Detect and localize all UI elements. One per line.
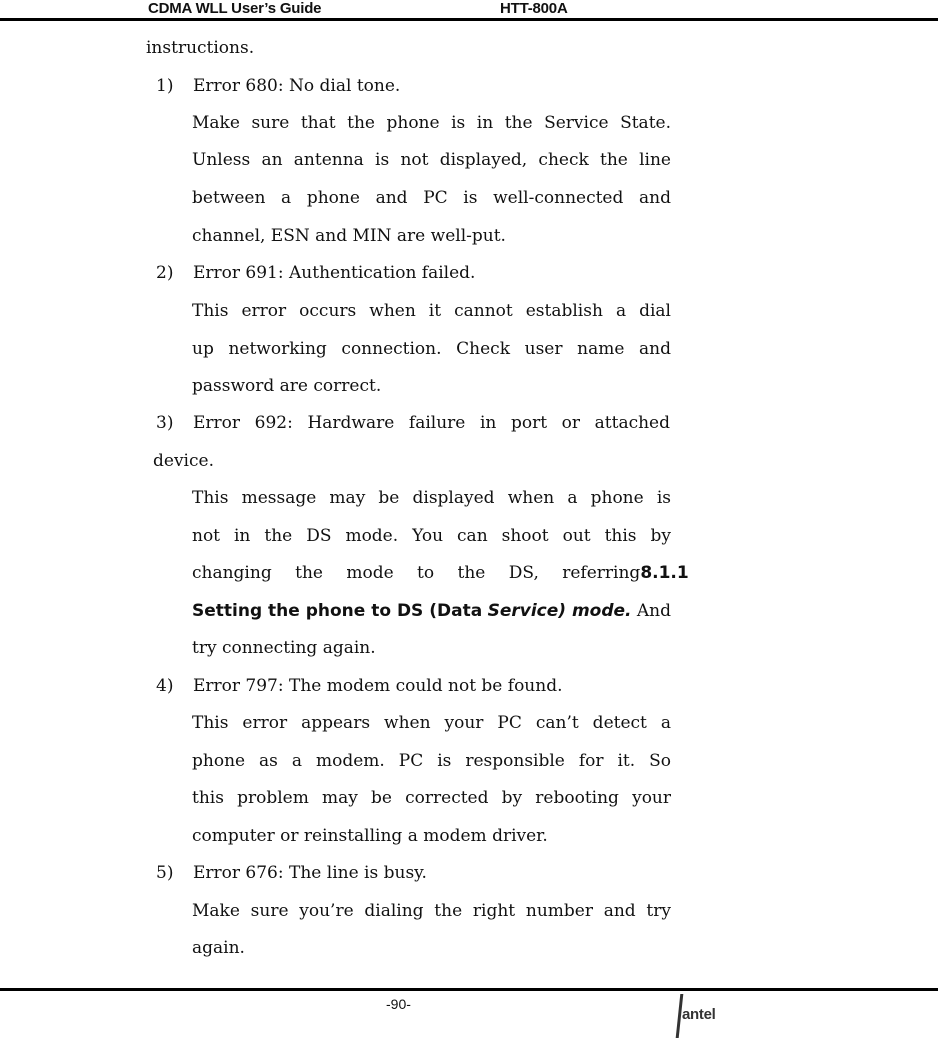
item-number: 2): [156, 263, 174, 283]
section-reference-title[interactable]: Setting the phone to DS (Data: [192, 601, 483, 621]
item-text-line: Unless an antenna is not displayed, check the line: [192, 150, 671, 170]
item-text-line: This message may be displayed when a phone is: [192, 488, 671, 508]
item-text-line: not in the DS mode. You can shoot out this by: [192, 526, 671, 546]
hantel-logo: [674, 992, 764, 1042]
item-text-line: Make sure that the phone is in the Service State.: [192, 113, 671, 133]
item-number: 5): [156, 863, 174, 883]
item-title: Error 797: The modem could not be found.: [193, 676, 563, 696]
item-text: And: [636, 601, 671, 621]
item-title: Error 692: Hardware failure in port or attached: [193, 413, 670, 433]
item-title: Error 676: The line is busy.: [193, 863, 427, 883]
header-title-right: HTT-800A: [500, 0, 568, 17]
section-reference-number[interactable]: 8.1.1: [640, 563, 689, 583]
item-text-line: this problem may be corrected by rebooting your: [192, 788, 671, 808]
item-text-line: channel, ESN and MIN are well-put.: [192, 226, 506, 246]
item-number: 4): [156, 676, 174, 696]
header-rule: [0, 18, 938, 21]
item-text-line: computer or reinstalling a modem driver.: [192, 826, 548, 846]
item-text-line: password are correct.: [192, 376, 382, 396]
item-text-line: Make sure you’re dialing the right number and try: [192, 901, 671, 921]
intro-text: instructions.: [146, 38, 255, 58]
page-header: [0, 0, 938, 20]
item-title-continued: device.: [153, 451, 214, 471]
item-text-line: up networking connection. Check user name and: [192, 339, 671, 359]
item-number: 1): [156, 76, 174, 96]
item-text-line: This error appears when your PC can’t detect a: [192, 713, 671, 733]
item-title: Error 691: Authentication failed.: [193, 263, 476, 283]
item-title: Error 680: No dial tone.: [193, 76, 401, 96]
footer-rule: [0, 988, 938, 991]
item-number: 3): [156, 413, 174, 433]
logo-text: antel: [682, 1006, 716, 1023]
section-reference-title-italic[interactable]: Service) mode.: [487, 601, 632, 621]
item-text-line: This error occurs when it cannot establish a dial: [192, 301, 671, 321]
item-text-line: phone as a modem. PC is responsible for it. So: [192, 751, 671, 771]
reference-line: [192, 600, 671, 622]
page-number: -90-: [386, 996, 411, 1012]
item-text-line: again.: [192, 938, 245, 958]
item-text-line: between a phone and PC is well-connected and: [192, 188, 671, 208]
item-text-line: changing the mode to the DS, referring: [192, 563, 641, 583]
item-text-line-with-ref: [192, 562, 689, 584]
item-text-line: try connecting again.: [192, 638, 376, 658]
header-title-left: CDMA WLL User’s Guide: [148, 0, 322, 17]
